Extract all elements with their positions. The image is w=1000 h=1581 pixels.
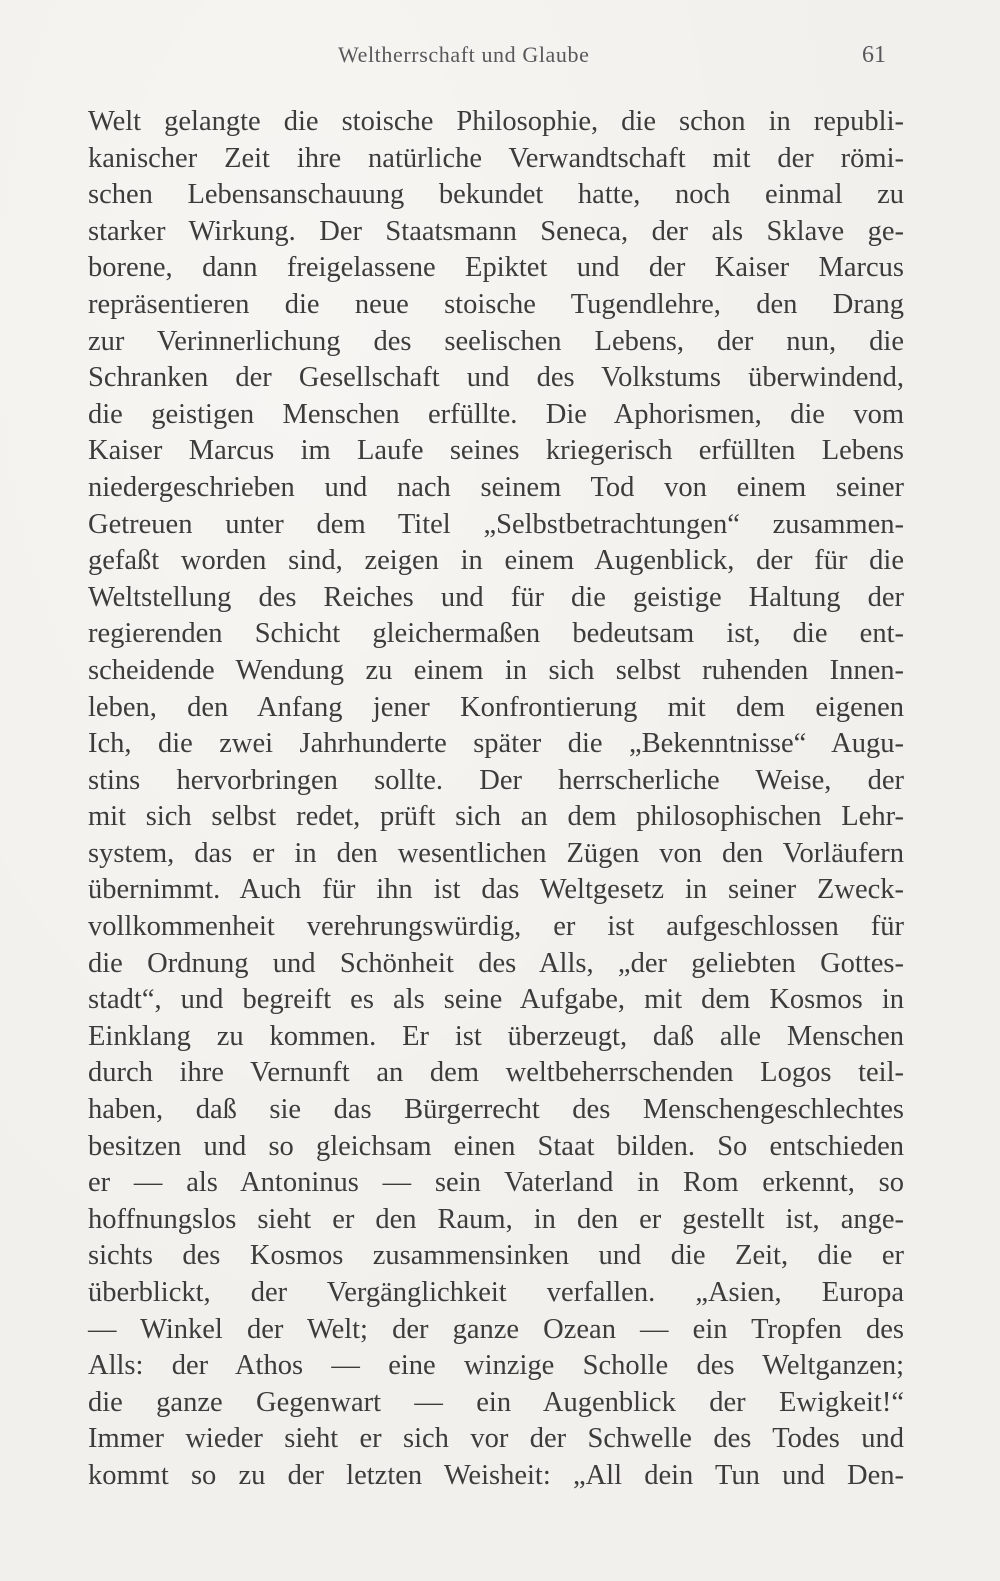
text-line: gefaßt worden sind, zeigen in einem Augenblick, der für die bbox=[88, 545, 904, 577]
text-line: die Ordnung und Schönheit des Alls, „der geliebten Gottes- bbox=[88, 947, 904, 979]
text-line: Kaiser Marcus im Laufe seines kriegerisch erfüllten Lebens bbox=[88, 435, 904, 467]
text-line: leben, den Anfang jener Konfrontierung mit dem eigenen bbox=[88, 691, 904, 723]
text-line: scheidende Wendung zu einem in sich selbst ruhenden Innen- bbox=[88, 654, 904, 686]
text-line: Weltstellung des Reiches und für die geistige Haltung der bbox=[88, 581, 904, 613]
text-line: mit sich selbst redet, prüft sich an dem philosophischen Lehr- bbox=[88, 801, 904, 833]
text-line: überblickt, der Vergänglichkeit verfallen. „Asien, Europa bbox=[88, 1277, 904, 1308]
text-line: sichts des Kosmos zusammensinken und die Zeit, die er bbox=[88, 1240, 904, 1272]
text-line: Ich, die zwei Jahrhunderte später die „Bekenntnisse“ Augu- bbox=[88, 728, 904, 760]
text-line: system, das er in den wesentlichen Zügen von den Vorläufern bbox=[88, 837, 904, 869]
text-line: schen Lebensanschauung bekundet hatte, noch einmal zu bbox=[88, 179, 904, 211]
text-line: Getreuen unter dem Titel „Selbstbetrachtungen“ zusammen- bbox=[88, 508, 904, 540]
text-line: durch ihre Vernunft an dem weltbeherrschenden Logos teil- bbox=[88, 1057, 904, 1089]
text-line: Schranken der Gesellschaft und des Volkstums überwindend, bbox=[88, 362, 904, 394]
text-line: — Winkel der Welt; der ganze Ozean — ein Tropfen des bbox=[88, 1313, 904, 1345]
text-line: die geistigen Menschen erfüllte. Die Aphorismen, die vom bbox=[88, 398, 904, 430]
text-line: regierenden Schicht gleichermaßen bedeutsam ist, die ent- bbox=[88, 618, 904, 650]
text-line: stadt“, und begreift es als seine Aufgabe, mit dem Kosmos in bbox=[88, 984, 904, 1016]
text-line: vollkommenheit verehrungswürdig, er ist aufgeschlossen für bbox=[88, 911, 904, 943]
text-line: Alls: der Athos — eine winzige Scholle des Weltganzen; bbox=[88, 1350, 904, 1382]
text-line: Immer wieder sieht er sich vor der Schwelle des Todes und bbox=[88, 1423, 904, 1455]
running-title: Weltherrschaft und Glaube bbox=[338, 42, 590, 67]
running-head bbox=[88, 42, 908, 76]
text-line: zur Verinnerlichung des seelischen Lebens, der nun, die bbox=[88, 325, 904, 357]
text-line: besitzen und so gleichsam einen Staat bilden. So entschieden bbox=[88, 1130, 904, 1162]
text-line: hoffnungslos sieht er den Raum, in den er gestellt ist, ange- bbox=[88, 1203, 904, 1235]
text-line: haben, daß sie das Bürgerrecht des Menschengeschlechtes bbox=[88, 1094, 904, 1126]
text-line: repräsentieren die neue stoische Tugendlehre, den Drang bbox=[88, 288, 904, 320]
text-line: die ganze Gegenwart — ein Augenblick der Ewigkeit!“ bbox=[88, 1386, 904, 1418]
text-line: stins hervorbringen sollte. Der herrscherliche Weise, der bbox=[88, 764, 904, 796]
text-line: starker Wirkung. Der Staatsmann Seneca, der als Sklave ge- bbox=[88, 215, 904, 247]
text-line: kommt so zu der letzten Weisheit: „All dein Tun und Den- bbox=[88, 1459, 904, 1491]
body-text bbox=[88, 104, 904, 1495]
text-line: borene, dann freigelassene Epiktet und der Kaiser Marcus bbox=[88, 252, 904, 284]
text-line: niedergeschrieben und nach seinem Tod von einem seiner bbox=[88, 471, 904, 503]
text-line: Welt gelangte die stoische Philosophie, die schon in republi- bbox=[88, 106, 904, 137]
text-line: kanischer Zeit ihre natürliche Verwandtschaft mit der römi- bbox=[88, 142, 904, 174]
text-line: übernimmt. Auch für ihn ist das Weltgesetz in seiner Zweck- bbox=[88, 874, 904, 906]
text-line: er — als Antoninus — sein Vaterland in Rom erkennt, so bbox=[88, 1167, 904, 1199]
text-line: Einklang zu kommen. Er ist überzeugt, daß alle Menschen bbox=[88, 1020, 904, 1052]
page-number: 61 bbox=[862, 42, 886, 68]
